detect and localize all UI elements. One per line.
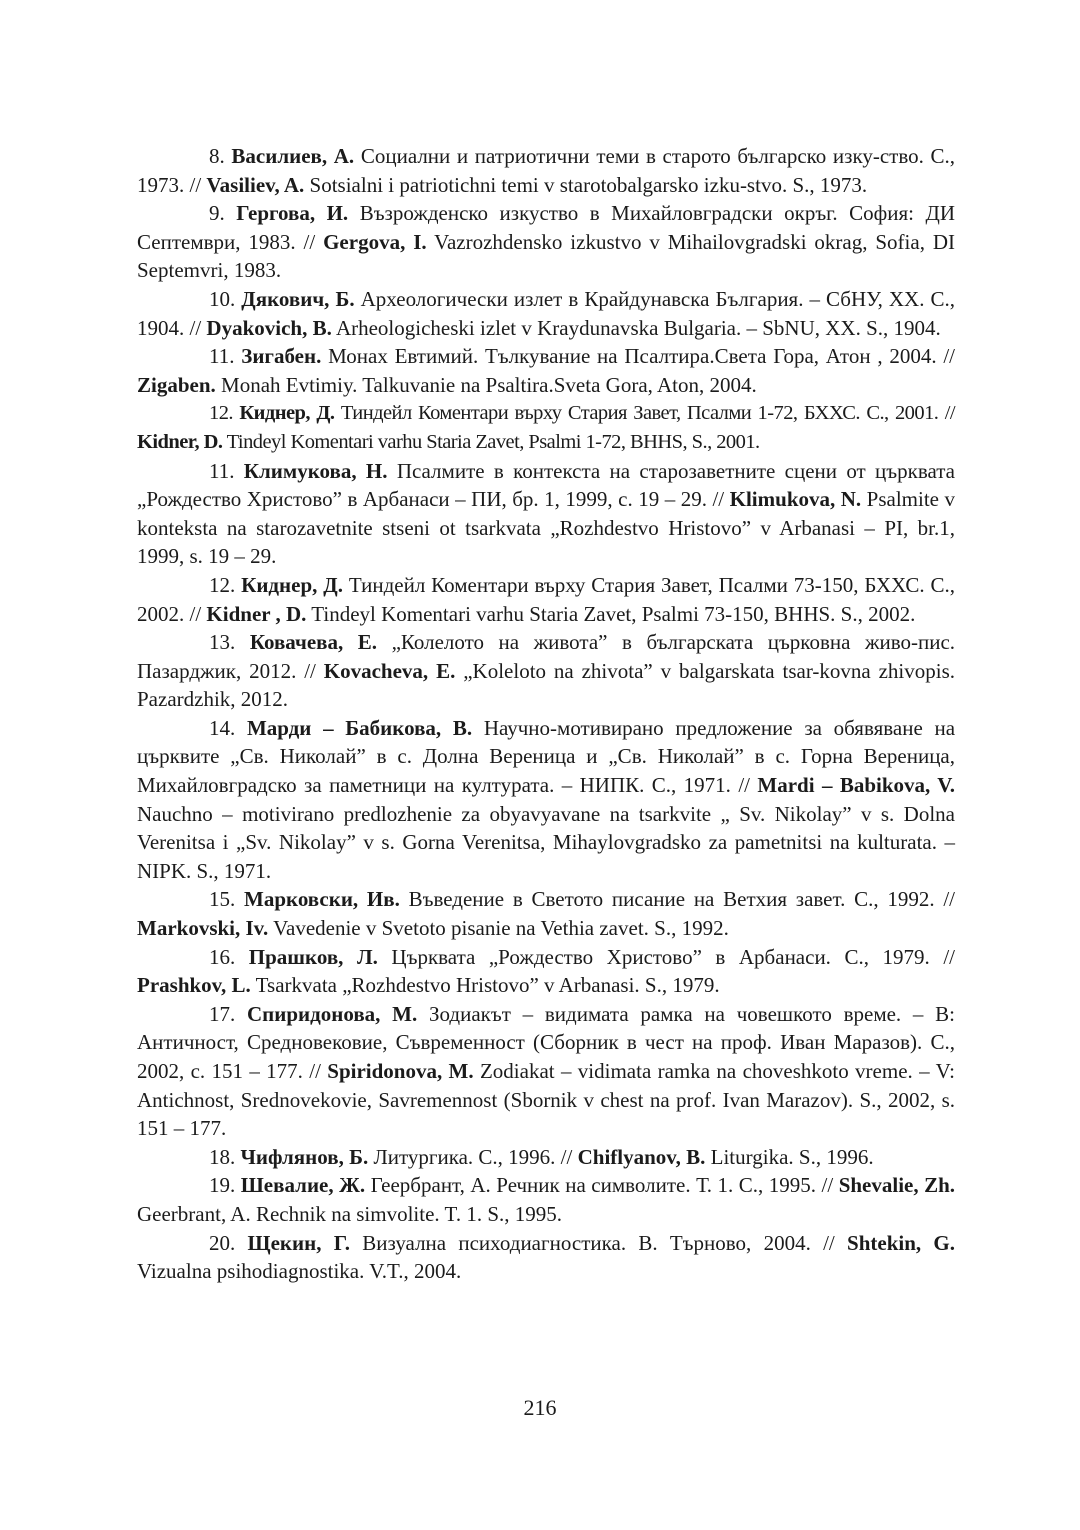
entry-title-cyrillic: Псалмите в контекста на старозаветните сцени от църквата „Рождество Христово” в Арбанаси – ПИ, бр. 1, 1999, с. 19 – 29. // (137, 458, 956, 512)
entry-number: 12. (209, 402, 233, 425)
entry-title-cyrillic: Тиндейл Коментари върху Стария Завет, Псалми 73-150, БХХС. С., 2002. // (137, 572, 956, 626)
entry-title-cyrillic: Визуална психодиагностика. В. Търново, 2004. // (362, 1230, 835, 1255)
entry-author-cyrillic: Чифлянов, Б. (240, 1144, 369, 1169)
bibliography-entry-14 (137, 714, 955, 886)
entry-title-cyrillic: Геербрант, А. Речник на символите. Т. 1. С., 1995. // (370, 1173, 834, 1198)
entry-title-cyrillic: „Колелото на живота” в българската църковна живо-пис. Пазарджик, 2012. // (137, 630, 956, 683)
entry-author-latin: Shevalie, Zh. (838, 1173, 956, 1198)
entry-title-latin: Sotsialni i patriotichni temi v starotobalgarsko izku-stvo. S., 1973. (309, 172, 868, 197)
entry-title-latin: Geerbrant, A. Rechnik na simvolite. T. 1. S., 1995. (137, 1201, 562, 1226)
entry-author-latin: Spiridonova, M. (327, 1059, 474, 1083)
entry-number: 8. (209, 144, 225, 168)
entry-title-latin: Monah Evtimiy. Talkuvanie na Psaltira.Sveta Gora, Aton, 2004. (221, 372, 757, 397)
entry-author-cyrillic: Зигабен. (241, 344, 322, 369)
entry-title-cyrillic: Монах Евтимий. Тълкувание на Псалтира.Света Гора, Атон , 2004. // (328, 344, 955, 369)
entry-title-latin: Nauchno – motivirano predlozhenie za obyavyavane na tsarkvite „ Sv. Nikolay” v s. Dolna Verenitsa i „Sv. Nikolay” v s. Gorna Verenitsa, Mihaylovgradsko za pametnitsi na kulturata. – NIPK. S., 1971. (137, 801, 955, 883)
entry-author-cyrillic: Гергова, И. (236, 201, 349, 226)
entry-number: 11. (209, 344, 235, 369)
entry-title-latin: Tsarkvata „Rozhdestvo Hristovo” v Arbanasi. S., 1979. (255, 973, 720, 998)
page-number: 216 (523, 1395, 557, 1420)
entry-number: 9. (209, 201, 225, 226)
entry-title-cyrillic: Археологически излет в Крайдунавска България. – СбНУ, XX. С., 1904. // (137, 286, 955, 340)
entry-author-latin: Gergova, I. (323, 229, 427, 254)
entry-author-cyrillic: Спиридонова, М. (247, 1001, 418, 1026)
entry-title-cyrillic: Научно-мотивирано предложение за обявяване на църквите „Св. Николай” в с. Долна Вереница и „Св. Николай” в с. Горна Вереница, Михайловградско за паметници на културата. – НИПК. С., 1971. // (137, 715, 956, 798)
entry-author-latin: Klimukova, N. (729, 487, 862, 512)
bibliography-entry-10 (137, 285, 955, 342)
entry-title-latin: Vazrozhdensko izkustvo v Mihailovgradski okrag, Sofia, DI Septemvri, 1983. (137, 229, 955, 283)
entry-title-cyrillic: Социални и патриотични теми в старото българско изку-ство. С., 1973. // (137, 144, 956, 197)
entry-author-cyrillic: Киднер, Д. (239, 402, 335, 425)
entry-author-cyrillic: Ковачева, Е. (249, 630, 378, 655)
entry-number: 12. (209, 572, 236, 597)
entry-author-cyrillic: Шевалие, Ж. (240, 1173, 366, 1198)
bibliography-entry-12-kidner-2 (137, 571, 955, 628)
entry-title-latin: Tindeyl Komentari varhu Staria Zavet, Psalmi 73-150, BHHS. S., 2002. (311, 601, 916, 626)
entry-author-cyrillic: Дякович, Б. (241, 286, 355, 311)
entry-author-latin: Vasiliev, A. (206, 172, 305, 197)
entry-author-cyrillic: Марди – Бабикова, В. (246, 715, 473, 740)
entry-author-cyrillic: Прашков, Л. (248, 944, 378, 969)
entry-title-latin: Tindeyl Komentari varhu Staria Zavet, Psalmi 1-72, BHHS, S., 2001. (226, 430, 760, 453)
entry-title-latin: Psalmite v konteksta na starozavetnite stseni ot tsarkvata „Rozhdestvo Hristovo” v Arbanasi – PI, br.1, 1999, s. 19 – 29. (137, 487, 955, 569)
bibliography-list (137, 142, 955, 1286)
entry-title-latin: Arheologicheski izlet v Kraydunavska Bulgaria. – SbNU, XX. S., 1904. (335, 315, 941, 340)
entry-title-cyrillic: Зодиакът – видимата рамка на човешкото време. – В: Античност, Средновековие, Съвременност (Сборник в чест на проф. Иван Маразов). С., 2002, с. 151 – 177. // (137, 1001, 956, 1083)
entry-title-cyrillic: Литургика. С., 1996. // (373, 1144, 573, 1169)
entry-author-cyrillic: Киднер, Д. (241, 572, 343, 597)
entry-number: 18. (209, 1144, 236, 1169)
entry-title-latin: Vizualna psihodiagnostika. V.T., 2004. (137, 1259, 462, 1284)
entry-title-latin: Liturgika. S., 1996. (710, 1144, 874, 1169)
entry-author-latin: Shtekin, G. (847, 1230, 955, 1255)
bibliography-entry-13 (137, 628, 955, 714)
entry-author-latin: Mardi – Babikova, V. (757, 773, 956, 798)
bibliography-entry-12-kidner-1 (137, 399, 955, 456)
bibliography-entry-18 (137, 1143, 955, 1172)
entry-title-cyrillic: Църквата „Рождество Христово” в Арбанаси. С., 1979. // (391, 944, 955, 969)
bibliography-entry-20 (137, 1229, 955, 1286)
entry-author-latin: Chiflyanov, B. (577, 1144, 706, 1169)
bibliography-entry-8 (137, 142, 955, 199)
entry-number: 10. (209, 286, 236, 311)
entry-title-latin: Vavedenie v Svetoto pisanie na Vethia zavet. S., 1992. (273, 916, 729, 941)
entry-number: 14. (209, 715, 236, 740)
bibliography-entry-15 (137, 885, 955, 942)
entry-number: 20. (209, 1230, 236, 1255)
entry-author-latin: Prashkov, L. (137, 973, 251, 998)
entry-title-cyrillic: Тиндейл Коментари върху Стария Завет, Псалми 1-72, БХХС. С., 2001. // (340, 402, 955, 425)
entry-author-latin: Dyakovich, B. (206, 315, 332, 340)
entry-author-latin: Kidner , D. (206, 601, 307, 626)
entry-number: 13. (209, 630, 236, 655)
entry-author-latin: Zigaben. (137, 372, 216, 397)
bibliography-entry-17 (137, 1000, 955, 1143)
entry-author-latin: Kovacheva, E. (323, 658, 456, 683)
entry-title-cyrillic: Въведение в Светото писание на Ветхия завет. С., 1992. // (408, 887, 956, 912)
bibliography-entry-16 (137, 943, 955, 1000)
entry-author-cyrillic: Марковски, Ив. (244, 887, 400, 912)
entry-number: 17. (209, 1001, 236, 1026)
bibliography-entry-9 (137, 199, 955, 285)
entry-number: 11. (209, 458, 235, 483)
entry-number: 15. (209, 887, 236, 912)
bibliography-entry-19 (137, 1171, 955, 1228)
entry-author-latin: Markovski, Iv. (137, 916, 269, 941)
entry-author-latin: Kidner, D. (137, 430, 223, 453)
bibliography-entry-11-klimukova (137, 457, 955, 571)
bibliography-entry-11-zigaben (137, 342, 955, 399)
entry-number: 16. (209, 944, 236, 969)
entry-title-latin: „Koleloto na zhivota” v balgarskata tsar-kovna zhivopis. Pazardzhik, 2012. (137, 658, 956, 712)
entry-title-cyrillic: Възрожденско изкуство в Михайловградски окръг. София: ДИ Септември, 1983. // (137, 201, 955, 254)
entry-title-latin: Zodiakat – vidimata ramka na choveshkoto vreme. – V: Antichnost, Srednovekovie, Savremennost (Sbornik v chest na prof. Ivan Marazov). S., 2002, s. 151 – 177. (137, 1059, 956, 1141)
entry-author-cyrillic: Василиев, А. (231, 144, 355, 168)
entry-author-cyrillic: Климукова, Н. (243, 458, 388, 483)
entry-author-cyrillic: Щекин, Г. (247, 1230, 350, 1255)
entry-number: 19. (209, 1173, 236, 1198)
